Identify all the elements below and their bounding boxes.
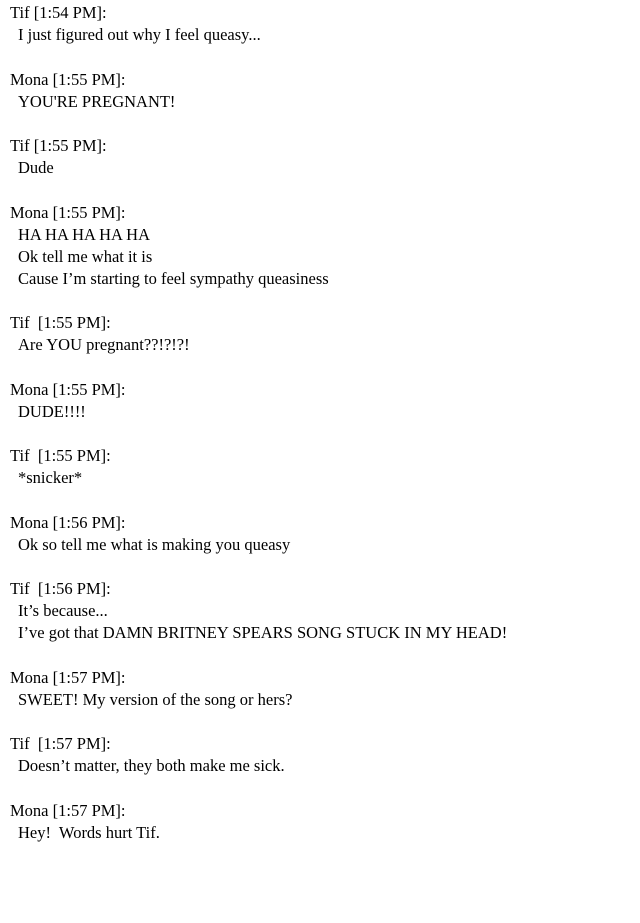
chat-message xyxy=(10,69,630,113)
message-line: YOU'RE PREGNANT! xyxy=(18,91,176,111)
message-line: Ok so tell me what is making you queasy xyxy=(18,534,291,554)
chat-message xyxy=(10,445,630,489)
chat-message xyxy=(10,512,630,556)
message-header: Mona [1:56 PM]: xyxy=(10,512,126,532)
chat-message xyxy=(10,578,630,644)
message-header: Mona [1:57 PM]: xyxy=(10,667,126,687)
message-header: Mona [1:55 PM]: xyxy=(10,379,126,399)
message-line: HA HA HA HA HA xyxy=(18,224,151,244)
message-line: Doesn’t matter, they both make me sick. xyxy=(18,756,285,775)
message-header: Tif [1:57 PM]: xyxy=(10,734,111,753)
chat-message xyxy=(10,312,630,356)
message-line: Hey! Words hurt Tif. xyxy=(18,822,160,842)
chat-message xyxy=(10,733,630,777)
message-header: Mona [1:57 PM]: xyxy=(10,800,126,820)
chat-message xyxy=(10,379,630,423)
chat-message xyxy=(10,2,630,46)
message-header: Mona [1:55 PM]: xyxy=(10,69,126,89)
message-header: Tif [1:55 PM]: xyxy=(10,313,111,332)
message-line: SWEET! My version of the song or hers? xyxy=(18,689,293,709)
message-line: *snicker* xyxy=(18,468,83,487)
message-header: Tif [1:55 PM]: xyxy=(10,136,107,155)
message-line: It’s because... xyxy=(18,601,108,620)
message-line: DUDE!!!! xyxy=(18,401,86,421)
message-line: Ok tell me what it is xyxy=(18,246,153,266)
message-header: Tif [1:56 PM]: xyxy=(10,579,111,598)
message-header: Tif [1:55 PM]: xyxy=(10,446,111,465)
chat-message xyxy=(10,135,630,179)
message-line: Dude xyxy=(18,158,54,177)
message-line: I just figured out why I feel queasy... xyxy=(18,25,261,44)
message-header: Mona [1:55 PM]: xyxy=(10,202,126,222)
chat-message xyxy=(10,202,630,290)
message-header: Tif [1:54 PM]: xyxy=(10,3,107,22)
message-line: I’ve got that DAMN BRITNEY SPEARS SONG STUCK IN MY HEAD! xyxy=(18,623,508,642)
message-line: Cause I’m starting to feel sympathy queasiness xyxy=(18,268,329,288)
chat-message xyxy=(10,800,630,844)
message-line: Are YOU pregnant??!?!?! xyxy=(18,335,190,354)
chat-message xyxy=(10,667,630,711)
